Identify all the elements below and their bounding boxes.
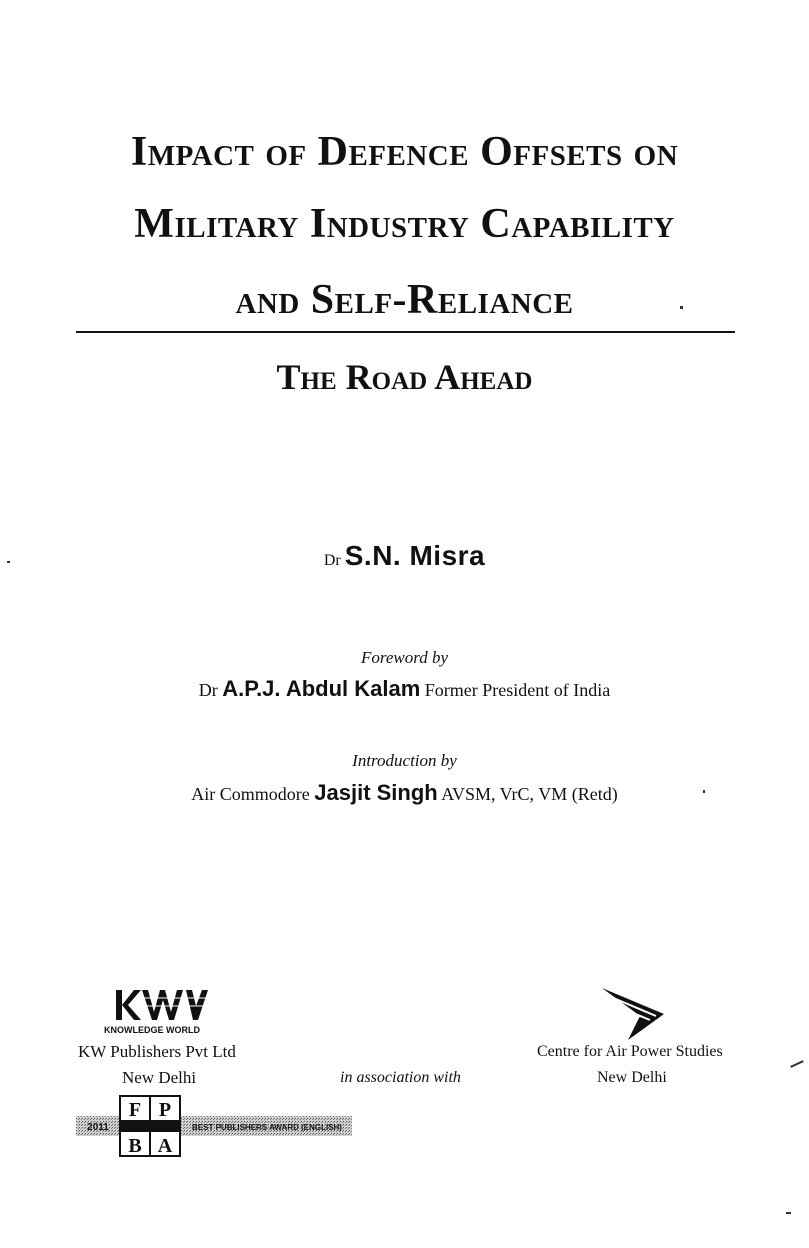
foreword-label: Foreword by	[360, 648, 449, 667]
award-letter-4: A	[157, 1135, 173, 1157]
scan-speck	[680, 306, 683, 309]
introduction-credit	[0, 780, 809, 806]
title-line-1: Impact of Defence Offsets on	[130, 129, 679, 175]
award-text: BEST PUBLISHERS AWARD (ENGLISH)	[192, 1123, 342, 1132]
title-line-3: and Self-Reliance	[235, 277, 574, 323]
introduction-prefix: Air Commodore	[191, 784, 310, 804]
caps-logo	[594, 984, 674, 1042]
introduction-name: Jasjit Singh	[314, 780, 438, 805]
kw-logo-label: KNOWLEDGE WORLD	[104, 1025, 200, 1035]
award-year: 2011	[87, 1122, 109, 1133]
introduction-suffix: AVSM, VrC, VM (Retd)	[441, 784, 618, 804]
foreword-name: A.P.J. Abdul Kalam	[222, 676, 421, 701]
author-prefix: Dr	[323, 552, 341, 569]
author-name: S.N. Misra	[344, 540, 486, 571]
publisher-city: New Delhi	[122, 1068, 197, 1087]
partner-city: New Delhi	[597, 1069, 667, 1086]
kw-publishers-logo	[114, 988, 214, 1022]
publisher-name: KW Publishers Pvt Ltd	[78, 1042, 236, 1061]
foreword-suffix: Former President of India	[424, 680, 611, 700]
award-letter-3: B	[128, 1135, 142, 1157]
scan-speck	[790, 1060, 804, 1068]
title-line-2: Military Industry Capability	[134, 201, 675, 247]
award-letter-2: P	[158, 1099, 172, 1121]
partner-name: Centre for Air Power Studies	[537, 1043, 723, 1060]
author	[0, 540, 809, 572]
foreword-prefix: Dr	[198, 680, 218, 700]
fip-award-badge	[76, 1094, 352, 1158]
award-letter-1: F	[128, 1099, 142, 1121]
association-text: in association with	[340, 1069, 461, 1086]
scan-speck	[7, 561, 10, 563]
foreword-credit	[0, 676, 809, 702]
title-divider	[76, 331, 735, 333]
subtitle: The Road Ahead	[276, 357, 533, 397]
scan-speck	[703, 790, 705, 793]
introduction-label: Introduction by	[352, 751, 457, 770]
scan-speck	[786, 1212, 791, 1214]
